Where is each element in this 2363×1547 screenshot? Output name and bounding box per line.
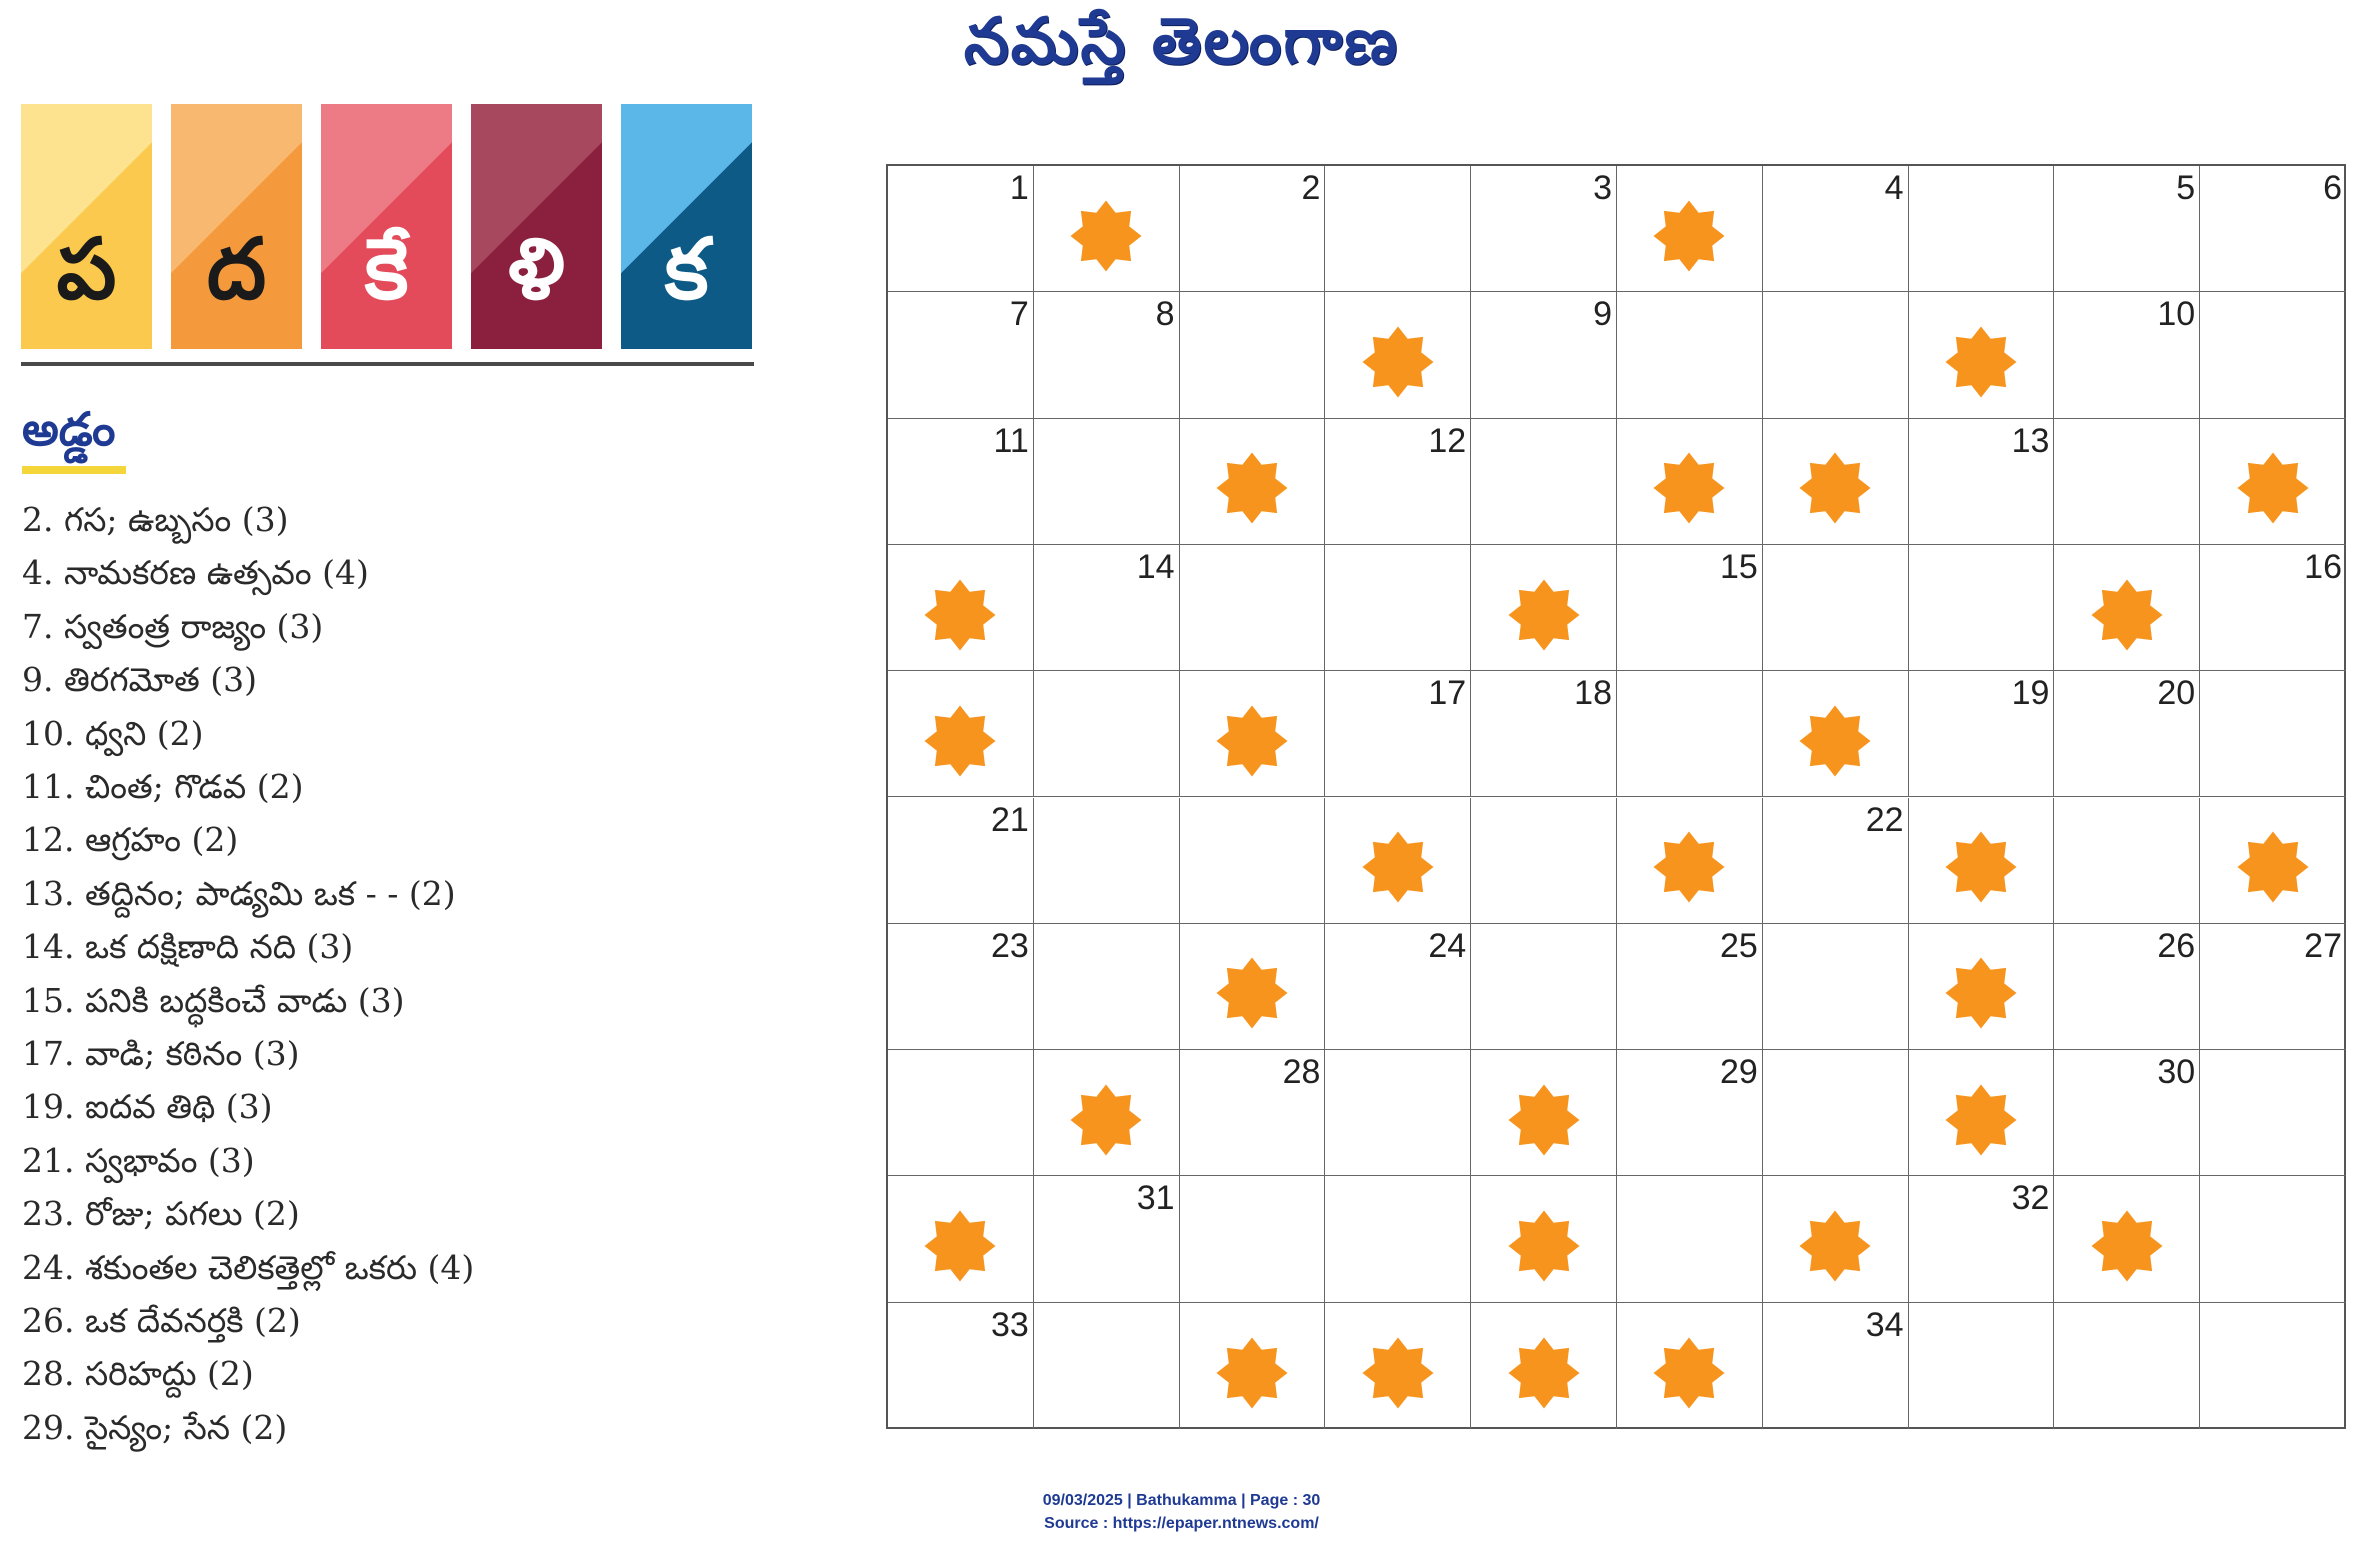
grid-cell[interactable]	[1180, 924, 1326, 1050]
logo-divider	[21, 362, 754, 366]
grid-cell[interactable]	[1180, 545, 1326, 671]
grid-cell[interactable]	[1034, 1303, 1180, 1429]
grid-cell-number: 15	[1719, 547, 1758, 586]
grid-cell-number: 7	[1009, 295, 1029, 334]
grid-cell[interactable]	[1763, 545, 1909, 671]
blocked-star-icon	[1507, 578, 1581, 652]
grid-cell[interactable]	[2200, 1303, 2346, 1429]
grid-cell[interactable]	[1909, 671, 2055, 797]
grid-cell[interactable]	[1909, 924, 2055, 1050]
clue-item: 29. సైన్యం; సేన (2)	[22, 1408, 288, 1447]
blocked-star-icon	[2236, 451, 2310, 525]
blocked-star-icon	[2090, 578, 2164, 652]
grid-cell-number: 1	[1009, 169, 1029, 207]
grid-cell[interactable]	[1471, 924, 1617, 1050]
grid-cell[interactable]	[1471, 798, 1617, 924]
grid-cell[interactable]	[1763, 292, 1909, 418]
blocked-star-icon	[1652, 1336, 1726, 1410]
clue-item: 11. చింత; గొడవ (2)	[22, 767, 304, 806]
grid-cell[interactable]	[1180, 1303, 1326, 1429]
clue-item: 14. ఒక దక్షిణాది నది (3)	[22, 927, 354, 966]
grid-cell[interactable]	[2200, 419, 2346, 545]
grid-cell[interactable]	[1909, 545, 2055, 671]
blocked-star-icon	[1944, 830, 2018, 904]
grid-cell[interactable]	[2200, 166, 2346, 292]
grid-cell[interactable]	[1909, 419, 2055, 545]
grid-cell[interactable]	[1471, 419, 1617, 545]
blocked-star-icon	[1069, 1083, 1143, 1157]
grid-cell[interactable]	[2200, 545, 2346, 671]
grid-cell-number: 29	[1719, 1053, 1758, 1092]
grid-cell[interactable]	[2054, 292, 2200, 418]
blocked-star-icon	[923, 704, 997, 778]
clue-item: 24. శకుంతల చెలికత్తెల్లో ఒకరు (4)	[22, 1248, 475, 1287]
logo-tile	[621, 104, 752, 349]
grid-cell[interactable]	[1325, 924, 1471, 1050]
grid-cell-number: 33	[990, 1305, 1029, 1344]
grid-cell[interactable]	[1180, 1050, 1326, 1176]
grid-cell-number: 26	[2157, 926, 2196, 965]
grid-cell[interactable]	[1471, 166, 1617, 292]
clue-item: 2. గస; ఉబ్బసం (3)	[22, 500, 289, 539]
clue-item: 13. తద్దినం; పాడ్యమి ఒక - - (2)	[22, 874, 456, 913]
grid-cell[interactable]	[1909, 798, 2055, 924]
blocked-star-icon	[1507, 1336, 1581, 1410]
clue-item: 15. పనికి బద్ధకించే వాడు (3)	[22, 981, 405, 1020]
grid-cell[interactable]	[1471, 1303, 1617, 1429]
grid-cell[interactable]	[1617, 1176, 1763, 1302]
clue-item: 12. ఆగ్రహం (2)	[22, 820, 239, 859]
grid-cell-number: 31	[1136, 1179, 1175, 1218]
logo-tile-letter: ప	[56, 220, 117, 318]
grid-cell[interactable]	[1471, 1050, 1617, 1176]
grid-cell-number: 5	[2176, 169, 2196, 207]
grid-cell-number: 20	[2157, 674, 2196, 713]
grid-cell-number: 32	[2011, 1179, 2050, 1218]
grid-cell-number: 10	[2157, 295, 2196, 334]
grid-cell-number: 8	[1155, 295, 1175, 334]
grid-cell-number: 17	[1428, 674, 1467, 713]
grid-cell[interactable]	[888, 1176, 1034, 1302]
grid-cell[interactable]	[888, 1050, 1034, 1176]
grid-cell[interactable]	[1471, 545, 1617, 671]
grid-cell-number: 23	[990, 926, 1029, 965]
grid-cell[interactable]	[1763, 1050, 1909, 1176]
grid-cell[interactable]	[1763, 924, 1909, 1050]
grid-cell[interactable]	[1034, 671, 1180, 797]
grid-cell[interactable]	[888, 292, 1034, 418]
grid-cell[interactable]	[1471, 292, 1617, 418]
grid-cell-number: 6	[2323, 169, 2342, 207]
grid-cell[interactable]	[2200, 798, 2346, 924]
grid-cell[interactable]	[1034, 166, 1180, 292]
section-title-underline	[22, 466, 126, 474]
logo-tile-letter: క	[664, 220, 709, 318]
grid-cell[interactable]	[888, 166, 1034, 292]
blocked-star-icon	[1652, 451, 1726, 525]
clue-item: 28. సరిహద్దు (2)	[22, 1354, 254, 1393]
footer-source: Source : https://epaper.ntnews.com/	[1044, 1515, 1319, 1532]
across-clue-list	[22, 498, 862, 1472]
clue-item: 19. ఐదవ తిథి (3)	[22, 1087, 273, 1126]
blocked-star-icon	[1944, 325, 2018, 399]
grid-cell-number: 19	[2011, 674, 2050, 713]
grid-cell[interactable]	[1471, 671, 1617, 797]
blocked-star-icon	[923, 1209, 997, 1283]
blocked-star-icon	[1069, 199, 1143, 273]
grid-cell[interactable]	[1180, 1176, 1326, 1302]
grid-cell[interactable]	[1617, 166, 1763, 292]
grid-cell[interactable]	[1034, 419, 1180, 545]
grid-cell[interactable]	[1909, 1050, 2055, 1176]
grid-cell[interactable]	[2200, 1050, 2346, 1176]
blocked-star-icon	[1944, 1083, 2018, 1157]
grid-cell[interactable]	[2200, 292, 2346, 418]
logo-tile-letter: ళి	[508, 220, 565, 318]
grid-cell[interactable]	[1325, 292, 1471, 418]
blocked-star-icon	[1798, 704, 1872, 778]
grid-cell[interactable]	[1325, 798, 1471, 924]
grid-cell[interactable]	[2054, 924, 2200, 1050]
grid-cell[interactable]	[1034, 1050, 1180, 1176]
blocked-star-icon	[923, 578, 997, 652]
grid-cell[interactable]	[2054, 166, 2200, 292]
grid-cell[interactable]	[1180, 166, 1326, 292]
logo-tile	[471, 104, 602, 349]
grid-cell[interactable]	[1034, 1176, 1180, 1302]
grid-cell[interactable]	[1617, 292, 1763, 418]
grid-cell[interactable]	[1325, 671, 1471, 797]
grid-cell-number: 13	[2011, 421, 2050, 460]
blocked-star-icon	[1507, 1209, 1581, 1283]
grid-cell-number: 3	[1593, 169, 1612, 207]
grid-cell[interactable]	[888, 671, 1034, 797]
crossword-grid-container	[886, 164, 2346, 1429]
grid-cell[interactable]	[2200, 671, 2346, 797]
grid-cell-number: 30	[2157, 1053, 2196, 1092]
blocked-star-icon	[1652, 830, 1726, 904]
grid-cell[interactable]	[1325, 166, 1471, 292]
grid-cell[interactable]	[888, 1303, 1034, 1429]
clue-item: 17. వాడి; కఠినం (3)	[22, 1034, 300, 1073]
logo-tile	[321, 104, 452, 349]
grid-cell[interactable]	[888, 419, 1034, 545]
blocked-star-icon	[2236, 830, 2310, 904]
grid-cell[interactable]	[1180, 292, 1326, 418]
grid-cell[interactable]	[888, 798, 1034, 924]
newspaper-masthead: నమస్తే తెలంగాణ	[963, 4, 1400, 79]
grid-cell[interactable]	[1180, 798, 1326, 924]
grid-cell[interactable]	[1325, 419, 1471, 545]
grid-cell-number: 22	[1865, 800, 1904, 839]
grid-cell[interactable]	[2200, 924, 2346, 1050]
section-title-across: అడ్డం	[22, 402, 116, 456]
blocked-star-icon	[1652, 199, 1726, 273]
grid-cell-number: 34	[1865, 1305, 1904, 1344]
grid-cell[interactable]	[1763, 798, 1909, 924]
grid-cell[interactable]	[1909, 292, 2055, 418]
grid-cell-number: 9	[1593, 295, 1612, 334]
grid-cell[interactable]	[1471, 1176, 1617, 1302]
blocked-star-icon	[1798, 1209, 1872, 1283]
grid-cell[interactable]	[1763, 1176, 1909, 1302]
grid-cell[interactable]	[888, 924, 1034, 1050]
logo-tile-letter: కే	[364, 220, 409, 318]
grid-cell-number: 4	[1884, 169, 1904, 207]
grid-cell[interactable]	[1325, 1303, 1471, 1429]
clue-item: 9. తిరగమోత (3)	[22, 660, 258, 699]
blocked-star-icon	[1215, 956, 1289, 1030]
blocked-star-icon	[1798, 451, 1872, 525]
clue-item: 10. ధ్వని (2)	[22, 714, 204, 753]
blocked-star-icon	[1944, 956, 2018, 1030]
padakeli-logo	[21, 104, 755, 350]
grid-cell[interactable]	[2054, 798, 2200, 924]
grid-cell[interactable]	[2054, 1176, 2200, 1302]
grid-cell[interactable]	[1325, 545, 1471, 671]
grid-cell[interactable]	[1180, 419, 1326, 545]
footer-date-page: 09/03/2025 | Bathukamma | Page : 30	[1042, 1492, 1321, 1509]
grid-cell[interactable]	[888, 545, 1034, 671]
grid-cell-number: 11	[993, 421, 1029, 460]
grid-cell[interactable]	[1617, 924, 1763, 1050]
grid-cell-number: 24	[1428, 926, 1467, 965]
clue-item: 26. ఒక దేవనర్తకి (2)	[22, 1301, 301, 1340]
logo-tile	[171, 104, 302, 349]
clue-item: 23. రోజు; పగలు (2)	[22, 1194, 300, 1233]
grid-cell[interactable]	[2054, 1050, 2200, 1176]
grid-cell[interactable]	[2054, 671, 2200, 797]
crossword-grid	[886, 164, 2346, 1429]
grid-cell-number: 27	[2304, 926, 2342, 965]
grid-cell-number: 21	[990, 800, 1029, 839]
clue-item: 21. స్వభావం (3)	[22, 1141, 255, 1180]
grid-cell[interactable]	[1034, 545, 1180, 671]
grid-cell[interactable]	[1325, 1176, 1471, 1302]
blocked-star-icon	[1361, 830, 1435, 904]
grid-cell[interactable]	[1909, 166, 2055, 292]
grid-cell-number: 28	[1282, 1053, 1321, 1092]
grid-cell-number: 12	[1428, 421, 1467, 460]
grid-cell-number: 2	[1301, 169, 1321, 207]
grid-cell-number: 18	[1574, 674, 1612, 713]
grid-cell[interactable]	[1763, 1303, 1909, 1429]
grid-cell[interactable]	[1034, 292, 1180, 418]
clue-item: 7. స్వతంత్ర రాజ్యం (3)	[22, 607, 324, 646]
grid-cell[interactable]	[1180, 671, 1326, 797]
blocked-star-icon	[2090, 1209, 2164, 1283]
grid-cell[interactable]	[1909, 1176, 2055, 1302]
blocked-star-icon	[1215, 451, 1289, 525]
grid-cell[interactable]	[1034, 924, 1180, 1050]
grid-cell[interactable]	[1763, 419, 1909, 545]
grid-cell[interactable]	[1617, 798, 1763, 924]
blocked-star-icon	[1215, 1336, 1289, 1410]
grid-cell-number: 16	[2304, 547, 2342, 586]
logo-tile-letter: ద	[206, 220, 267, 318]
blocked-star-icon	[1507, 1083, 1581, 1157]
grid-cell[interactable]	[1763, 671, 1909, 797]
grid-cell[interactable]	[2200, 1176, 2346, 1302]
logo-tile	[21, 104, 152, 349]
grid-cell[interactable]	[1617, 1050, 1763, 1176]
grid-cell[interactable]	[2054, 1303, 2200, 1429]
blocked-star-icon	[1215, 704, 1289, 778]
grid-cell[interactable]	[1617, 419, 1763, 545]
grid-cell[interactable]	[1325, 1050, 1471, 1176]
grid-cell[interactable]	[1617, 545, 1763, 671]
grid-cell[interactable]	[1034, 798, 1180, 924]
grid-cell[interactable]	[1763, 166, 1909, 292]
grid-cell-number: 25	[1719, 926, 1758, 965]
blocked-star-icon	[1361, 1336, 1435, 1410]
grid-cell[interactable]	[2054, 545, 2200, 671]
clue-item: 4. నామకరణ ఉత్సవం (4)	[22, 553, 369, 592]
grid-cell[interactable]	[1617, 1303, 1763, 1429]
grid-cell[interactable]	[2054, 419, 2200, 545]
grid-cell-number: 14	[1136, 547, 1175, 586]
grid-cell[interactable]	[1617, 671, 1763, 797]
blocked-star-icon	[1361, 325, 1435, 399]
grid-cell[interactable]	[1909, 1303, 2055, 1429]
